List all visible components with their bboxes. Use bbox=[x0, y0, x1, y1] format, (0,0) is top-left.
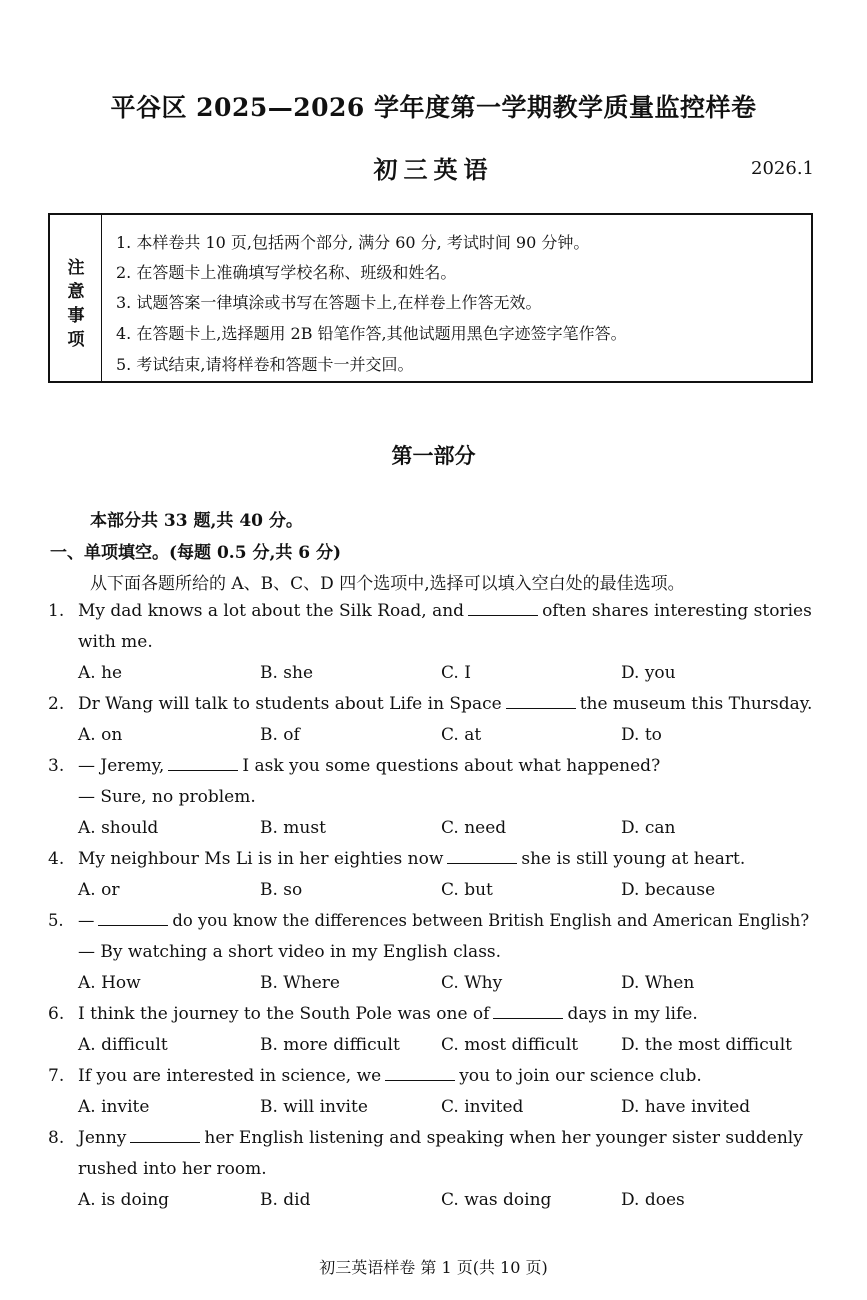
notes-label-char: 意 bbox=[67, 282, 85, 302]
question-number: 7. bbox=[48, 1066, 65, 1086]
option-c: C. Why bbox=[441, 973, 503, 993]
option-d: D. the most difficult bbox=[621, 1035, 792, 1055]
note-item: 5. 考试结束,请将样卷和答题卡一并交回。 bbox=[116, 355, 414, 374]
option-b: B. of bbox=[260, 725, 300, 745]
exam-date: 2026.1 bbox=[751, 158, 814, 179]
option-c: C. at bbox=[441, 725, 482, 745]
answer-blank bbox=[447, 849, 517, 864]
question-text: — bbox=[78, 911, 95, 930]
notes-label-char: 事 bbox=[67, 306, 85, 326]
option-c: C. but bbox=[441, 880, 493, 900]
note-item: 4. 在答题卡上,选择题用 2B 铅笔作答,其他试题用黑色字迹签字笔作答。 bbox=[116, 324, 627, 343]
answer-blank bbox=[468, 601, 538, 616]
question-text: you to join our science club. bbox=[459, 1066, 702, 1086]
question-continuation: — By watching a short video in my English class. bbox=[78, 942, 502, 962]
note-item: 3. 试题答案一律填涂或书写在答题卡上,在样卷上作答无效。 bbox=[116, 293, 542, 312]
part-title: 第一部分 bbox=[391, 443, 476, 468]
question-continuation: rushed into her room. bbox=[78, 1159, 267, 1179]
option-a: A. or bbox=[78, 880, 120, 900]
option-c: C. most difficult bbox=[441, 1035, 579, 1055]
answer-blank bbox=[493, 1004, 563, 1019]
option-c: C. need bbox=[441, 818, 507, 838]
answer-blank bbox=[168, 756, 238, 771]
option-a: A. How bbox=[78, 973, 141, 993]
option-a: A. should bbox=[78, 818, 159, 838]
question-line bbox=[48, 1128, 803, 1148]
notes-label-char: 注 bbox=[67, 258, 85, 278]
option-a: A. invite bbox=[78, 1097, 150, 1117]
question-text: — Jeremy, bbox=[78, 756, 165, 776]
question-continuation: with me. bbox=[78, 632, 153, 652]
notes-box bbox=[48, 213, 813, 383]
question-text: I ask you some questions about what happened? bbox=[242, 756, 661, 776]
notes-label-char: 项 bbox=[67, 330, 85, 350]
option-c: C. was doing bbox=[441, 1190, 552, 1210]
option-b: B. she bbox=[260, 663, 314, 683]
question-line bbox=[48, 1004, 698, 1024]
question-line bbox=[48, 756, 660, 776]
question-number: 2. bbox=[48, 694, 65, 714]
part-description: 本部分共 33 题,共 40 分。 bbox=[90, 511, 303, 531]
notes-label bbox=[50, 215, 102, 381]
question-text: I think the journey to the South Pole was one of bbox=[78, 1004, 490, 1024]
question-text: Dr Wang will talk to students about Life in Space bbox=[78, 694, 502, 714]
answer-blank bbox=[98, 911, 168, 926]
question-text: Jenny bbox=[78, 1128, 127, 1148]
option-b: B. must bbox=[260, 818, 326, 838]
question-line bbox=[48, 601, 812, 621]
question-number: 1. bbox=[48, 601, 65, 621]
option-a: A. difficult bbox=[78, 1035, 168, 1055]
option-b: B. Where bbox=[260, 973, 340, 993]
question-number: 8. bbox=[48, 1128, 65, 1148]
note-item: 1. 本样卷共 10 页,包括两个部分, 满分 60 分, 考试时间 90 分钟。 bbox=[116, 233, 590, 252]
subject-title: 初三英语 bbox=[373, 155, 494, 184]
question-text: often shares interesting stories bbox=[542, 601, 812, 621]
question-line bbox=[48, 849, 745, 869]
option-b: B. did bbox=[260, 1190, 311, 1210]
question-text: If you are interested in science, we bbox=[78, 1066, 382, 1086]
option-d: D. can bbox=[621, 818, 676, 838]
option-d: D. When bbox=[621, 973, 695, 993]
question-number: 5. bbox=[48, 911, 64, 930]
option-a: A. he bbox=[78, 663, 123, 683]
option-d: D. you bbox=[621, 663, 676, 683]
section-title: 一、单项填空。(每题 0.5 分,共 6 分) bbox=[50, 543, 342, 563]
question-continuation: — Sure, no problem. bbox=[78, 787, 256, 807]
page-footer: 初三英语样卷 第 1 页(共 10 页) bbox=[319, 1258, 548, 1277]
option-b: B. more difficult bbox=[260, 1035, 400, 1055]
option-b: B. so bbox=[260, 880, 303, 900]
question-line bbox=[48, 694, 812, 714]
question-number: 4. bbox=[48, 849, 65, 869]
question-text: My neighbour Ms Li is in her eighties now bbox=[78, 849, 444, 869]
note-item: 2. 在答题卡上准确填写学校名称、班级和姓名。 bbox=[116, 263, 457, 282]
answer-blank bbox=[130, 1128, 200, 1143]
question-text: her English listening and speaking when her younger sister suddenly bbox=[204, 1128, 803, 1148]
option-c: C. I bbox=[441, 663, 471, 683]
question-text: days in my life. bbox=[567, 1004, 698, 1024]
question-number: 6. bbox=[48, 1004, 65, 1024]
question-text: the museum this Thursday. bbox=[579, 694, 813, 714]
option-d: D. to bbox=[621, 725, 662, 745]
option-a: A. on bbox=[78, 725, 123, 745]
option-c: C. invited bbox=[441, 1097, 524, 1117]
option-a: A. is doing bbox=[78, 1190, 170, 1210]
question-text: do you know the differences between British English and American English? bbox=[172, 911, 810, 930]
section-instruction: 从下面各题所给的 A、B、C、D 四个选项中,选择可以填入空白处的最佳选项。 bbox=[90, 574, 685, 594]
answer-blank bbox=[385, 1066, 455, 1081]
question-number: 3. bbox=[48, 756, 65, 776]
option-b: B. will invite bbox=[260, 1097, 368, 1117]
option-d: D. have invited bbox=[621, 1097, 751, 1117]
question-line bbox=[48, 1066, 702, 1086]
question-line bbox=[48, 911, 809, 930]
option-d: D. because bbox=[621, 880, 716, 900]
question-text: she is still young at heart. bbox=[521, 849, 746, 869]
answer-blank bbox=[506, 694, 576, 709]
question-text: My dad knows a lot about the Silk Road, and bbox=[78, 601, 465, 621]
exam-title: 平谷区 2025—2026 学年度第一学期教学质量监控样卷 bbox=[110, 93, 757, 122]
option-d: D. does bbox=[621, 1190, 685, 1210]
